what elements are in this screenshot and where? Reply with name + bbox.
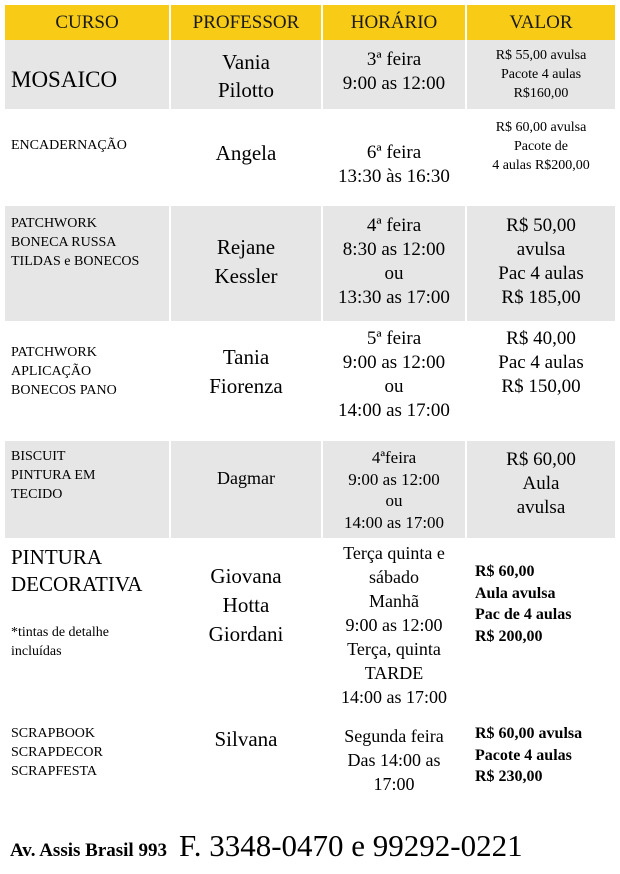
teacher-name: Tania Fiorenza bbox=[209, 345, 283, 398]
price: R$ 60,00 avulsa Pacote de 4 aulas R$200,00 bbox=[492, 120, 590, 173]
contact-footer bbox=[10, 828, 610, 864]
schedule: Segunda feira Das 14:00 as 17:00 bbox=[344, 726, 444, 794]
header-valor: VALOR bbox=[509, 11, 573, 33]
course-name: PATCHWORK APLICAÇÃO BONECOS PANO bbox=[11, 345, 117, 398]
schedule: 5ª feira 9:00 as 12:00 ou 14:00 as 17:00 bbox=[338, 328, 450, 421]
schedule: 4ª feira 8:30 as 12:00 ou 13:30 as 17:00 bbox=[338, 215, 450, 308]
header-professor: PROFESSOR bbox=[171, 5, 323, 40]
table-row bbox=[5, 441, 615, 538]
header-horario: HORÁRIO bbox=[323, 5, 467, 40]
course-note: *tintas de detalhe incluídas bbox=[11, 625, 109, 659]
price: R$ 40,00 Pac 4 aulas R$ 150,00 bbox=[498, 328, 584, 397]
phone-numbers: F. 3348-0470 e 99292-0221 bbox=[178, 828, 523, 863]
course-name: PATCHWORK BONECA RUSSA TILDAS e BONECOS bbox=[11, 216, 140, 269]
course-name: BISCUIT PINTURA EM TECIDO bbox=[11, 449, 96, 502]
address: Av. Assis Brasil 993 bbox=[10, 840, 167, 861]
table-row bbox=[5, 40, 615, 109]
table-row bbox=[5, 716, 615, 811]
price: R$ 55,00 avulsa Pacote 4 aulas R$160,00 bbox=[495, 48, 587, 101]
price: R$ 60,00 Aula avulsa bbox=[506, 449, 576, 518]
schedule: Terça quinta e sábado Manhã 9:00 as 12:00 Terça, quinta TARDE 14:00 as 17:00 bbox=[341, 543, 447, 707]
course-name: PINTURA DECORATIVA bbox=[11, 545, 143, 596]
teacher-name: Dagmar bbox=[217, 468, 275, 488]
header-curso: CURSO bbox=[5, 5, 171, 40]
schedule: 3ª feira 9:00 as 12:00 bbox=[342, 49, 446, 94]
table-header-row bbox=[5, 5, 615, 40]
teacher-name: Silvana bbox=[214, 727, 278, 751]
schedule: 6ª feira 13:30 às 16:30 bbox=[338, 142, 450, 187]
course-name: SCRAPBOOK SCRAPDECOR SCRAPFESTA bbox=[11, 726, 103, 779]
teacher-name: Angela bbox=[215, 141, 277, 165]
table-row bbox=[5, 538, 615, 716]
price: R$ 50,00 avulsa Pac 4 aulas R$ 185,00 bbox=[498, 215, 584, 308]
price: R$ 60,00 avulsa Pacote 4 aulas R$ 230,00 bbox=[475, 725, 583, 785]
teacher-name: Giovana Hotta Giordani bbox=[208, 564, 284, 646]
table-row bbox=[5, 206, 615, 321]
schedule: 4ªfeira 9:00 as 12:00 ou 14:00 as 17:00 bbox=[343, 448, 445, 532]
teacher-name: Rejane Kessler bbox=[214, 235, 278, 288]
table-row bbox=[5, 109, 615, 206]
course-name: ENCADERNAÇÃO bbox=[11, 138, 127, 153]
table-row bbox=[5, 321, 615, 441]
course-name: MOSAICO bbox=[11, 67, 118, 92]
price: R$ 60,00 Aula avulsa Pac de 4 aulas R$ 200,00 bbox=[475, 563, 572, 645]
teacher-name: Vania Pilotto bbox=[217, 50, 275, 102]
